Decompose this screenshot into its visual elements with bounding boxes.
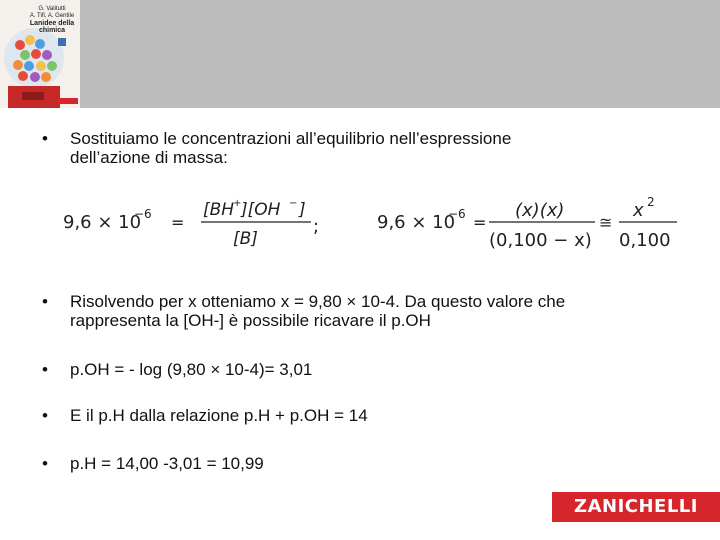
bullet-marker: • (42, 129, 48, 148)
zanichelli-logo-text: ZANICHELLI (574, 496, 698, 517)
formula-num-oh-sup: − (289, 198, 298, 209)
formula-semicolon: ; (313, 216, 320, 237)
formula-right-exp: −6 (448, 207, 466, 221)
bullet-item-1 (42, 130, 702, 170)
formula-eq-2: = (473, 213, 487, 232)
bullet-text-1a: Sostituiamo le concentrazioni all’equilibrio nell’espressione (70, 129, 512, 148)
bullet-text-4: E il p.H dalla relazione p.H + p.OH = 14 (70, 406, 368, 425)
formula-num-x2-exp: 2 (647, 195, 655, 209)
formula-den-r2: 0,100 (619, 230, 671, 251)
formula-num-bh-sup: + (233, 198, 242, 209)
formula-num-bh: [BH (203, 200, 235, 220)
formula-right-coef: 9,6 × 10 (377, 212, 456, 233)
bullet-text-2b: rappresenta la [OH-] è possibile ricavare il p.OH (70, 311, 431, 330)
formula-left-coef: 9,6 × 10 (63, 212, 142, 233)
formula-num-close: ] (299, 200, 306, 220)
bullet-marker: • (42, 292, 48, 311)
formula-approx: ≅ (599, 213, 613, 232)
formula-num-oh: ][OH (241, 200, 281, 220)
zanichelli-logo (552, 492, 720, 522)
bullet-text-3: p.OH = - log (9,80 × 10-4)= 3,01 (70, 360, 313, 379)
bullet-text-1b: dell’azione di massa: (70, 148, 228, 167)
bullet-item-4 (42, 407, 702, 427)
bullet-marker: • (42, 360, 48, 379)
bullet-text-5: p.H = 14,00 -3,01 = 10,99 (70, 454, 264, 473)
bullet-marker: • (42, 454, 48, 473)
equilibrium-formula (55, 192, 685, 258)
bullet-item-3 (42, 361, 702, 381)
formula-den-r: (0,100 − x) (489, 230, 592, 251)
header-band (0, 0, 720, 108)
book-title-text: Lanidee della chimica (29, 20, 75, 34)
book-cover-image (0, 0, 80, 108)
bullet-marker: • (42, 406, 48, 425)
cover-accent (58, 38, 66, 46)
bullet-item-2 (42, 293, 702, 333)
book-author-1: G. Valitutti (38, 6, 66, 12)
formula-den-b: [B] (233, 229, 258, 249)
bullet-item-5 (42, 455, 702, 475)
formula-left-exp: −6 (134, 207, 152, 221)
book-title (28, 6, 76, 34)
bullet-text-2a: Risolvendo per x otteniamo x = 9,80 × 10-4. Da questo valore che (70, 292, 566, 311)
formula-num-x2: x (633, 200, 644, 221)
formula-eq-1: = (171, 213, 185, 232)
book-author-2: A. Tifi, A. Gentile (29, 13, 75, 19)
formula-num-xx: (x)(x) (515, 200, 565, 221)
